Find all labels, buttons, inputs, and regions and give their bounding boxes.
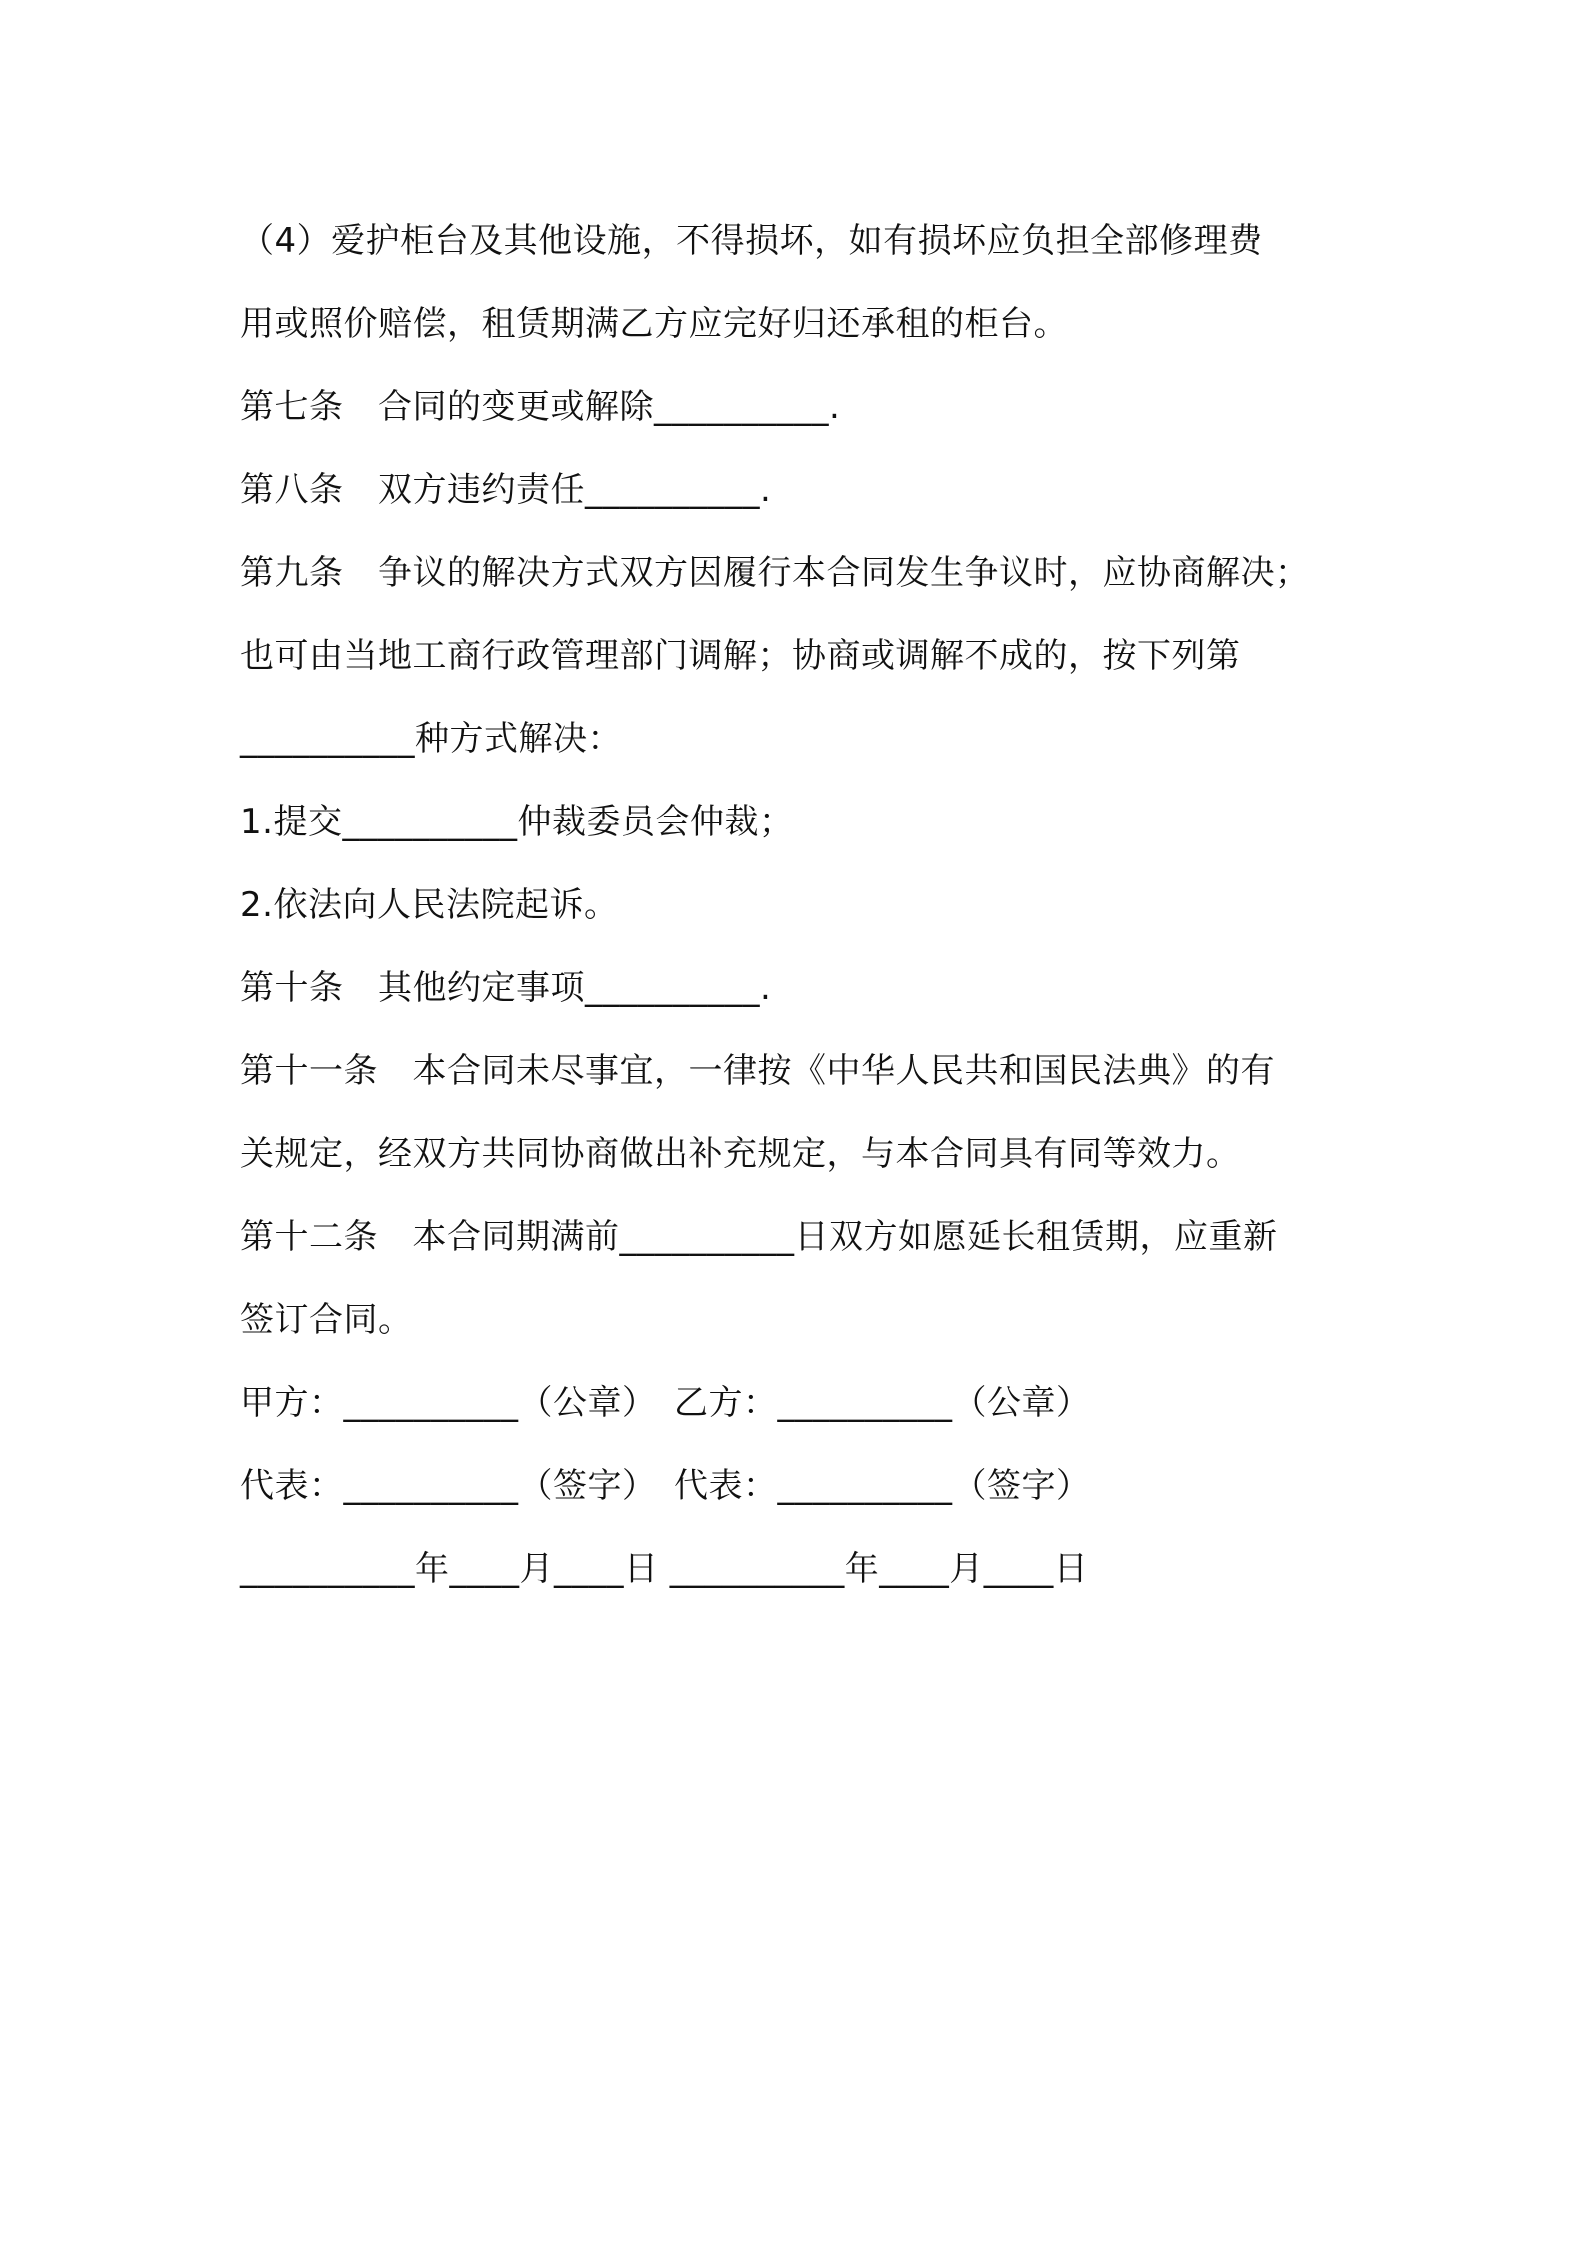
contract-page: [240, 200, 1360, 1611]
article-11-line-2: 关规定，经双方共同协商做出补充规定，与本合同具有同等效力。: [240, 1134, 1241, 1174]
party-signature-line: 甲方：__________（公章） 乙方：__________（公章）: [240, 1383, 1091, 1423]
dispute-option-1: 1.提交__________仲裁委员会仲裁；: [240, 802, 794, 842]
clause-item-4-line-1: （4）爱护柜台及其他设施，不得损坏，如有损坏应负担全部修理费: [240, 221, 1263, 261]
article-12-line-2: 签订合同。: [240, 1300, 413, 1340]
clause-item-4-line-2: 用或照价赔偿，租赁期满乙方应完好归还承租的柜台。: [240, 304, 1068, 344]
article-9-line-3: __________种方式解决：: [240, 719, 622, 759]
article-9-line-1: 第九条 争议的解决方式双方因履行本合同发生争议时，应协商解决；: [240, 553, 1310, 593]
date-line: __________年____月____日 __________年____月____日: [240, 1549, 1089, 1589]
article-12-line-1: 第十二条 本合同期满前__________日双方如愿延长租赁期，应重新: [240, 1217, 1278, 1257]
representative-signature-line: 代表：__________（签字） 代表：__________（签字）: [240, 1466, 1091, 1506]
article-9-line-2: 也可由当地工商行政管理部门调解；协商或调解不成的，按下列第: [240, 636, 1241, 676]
article-10: 第十条 其他约定事项__________.: [240, 968, 772, 1008]
article-11-line-1: 第十一条 本合同未尽事宜，一律按《中华人民共和国民法典》的有: [240, 1051, 1275, 1091]
dispute-option-2: 2.依法向人民法院起诉。: [240, 885, 619, 925]
article-7: 第七条 合同的变更或解除__________.: [240, 387, 841, 427]
article-8: 第八条 双方违约责任__________.: [240, 470, 772, 510]
